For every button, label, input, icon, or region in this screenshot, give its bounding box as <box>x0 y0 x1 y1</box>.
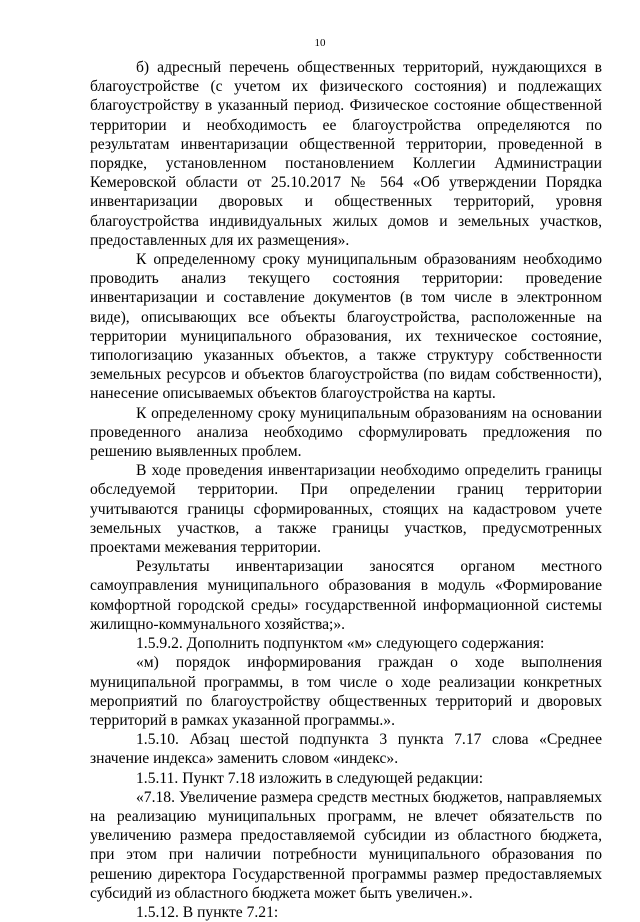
paragraph: 1.5.10. Абзац шестой подпункта 3 пункта 7.17 слова «Среднее значение индекса» заменить словом «индекс». <box>90 731 602 768</box>
paragraph: 1.5.12. В пункте 7.21: <box>136 903 279 921</box>
paragraph: 1.5.11. Пункт 7.18 изложить в следующей редакции: <box>136 769 484 787</box>
paragraph: Результаты инвентаризации заносятся органом местного самоуправления муниципального образования в модуль «Формирование комфортной городской среды» государственной информационной системы жилищно-коммунального хозяйства;». <box>90 558 602 633</box>
paragraph: К определенному сроку муниципальным образованиям необходимо проводить анализ текущего состояния территории: проведение инвентаризации и составление документов (в том числе в электронном виде), описывающих все объекты благоустройства, расположенные на территории муниципального образования, их техническое состояние, типологизацию указанных объектов, а также структуру собственности земельных ресурсов и объектов благоустройства (по видам собственности), нанесение описываемых объектов благоустройства на карты. <box>90 251 602 403</box>
page-number: 10 <box>314 37 326 49</box>
body-text <box>90 58 602 922</box>
paragraph: б) адресный перечень общественных территорий, нуждающихся в благоустройстве (с учетом их физического состояния) и подлежащих благоустройству в указанный период. Физическое состояние общественной территории и необходимость ее благоустройства определяются по результатам инвентаризации общественной территории, проведенной в порядке, установленном постановлением Коллегии Администрации Кемеровской области от 25.10.2017 № 564 «Об утверждении Порядка инвентаризации дворовых и общественных территорий, уровня благоустройства индивидуальных жилых домов и земельных участков, предоставленных для их размещения». <box>90 59 602 249</box>
paragraph: 1.5.9.2. Дополнить подпунктом «м» следующего содержания: <box>136 635 545 653</box>
paragraph: «7.18. Увеличение размера средств местных бюджетов, направляемых на реализацию муниципальных программ, не влечет обязательств по увеличению размера предоставляемой субсидии из областного бюджета, при этом при наличии потребности муниципального образования по решению директора Государственной программы размер предоставляемых субсидий из областного бюджета может быть увеличен.». <box>90 788 602 902</box>
paragraph: В ходе проведения инвентаризации необходимо определить границы обследуемой территории. При определении границ территории учитываются границы сформированных, стоящих на кадастровом учете земельных участков, а также границы участков, предусмотренных проектами межевания территории. <box>90 462 602 557</box>
paragraph: «м) порядок информирования граждан о ходе выполнения муниципальной программы, в том числе о ходе реализации конкретных мероприятий по благоустройству общественных территорий и дворовых территорий в рамках указанной программы.». <box>90 654 602 729</box>
paragraph: К определенному сроку муниципальным образованиям на основании проведенного анализа необходимо сформулировать предложения по решению выявленных проблем. <box>90 404 602 461</box>
